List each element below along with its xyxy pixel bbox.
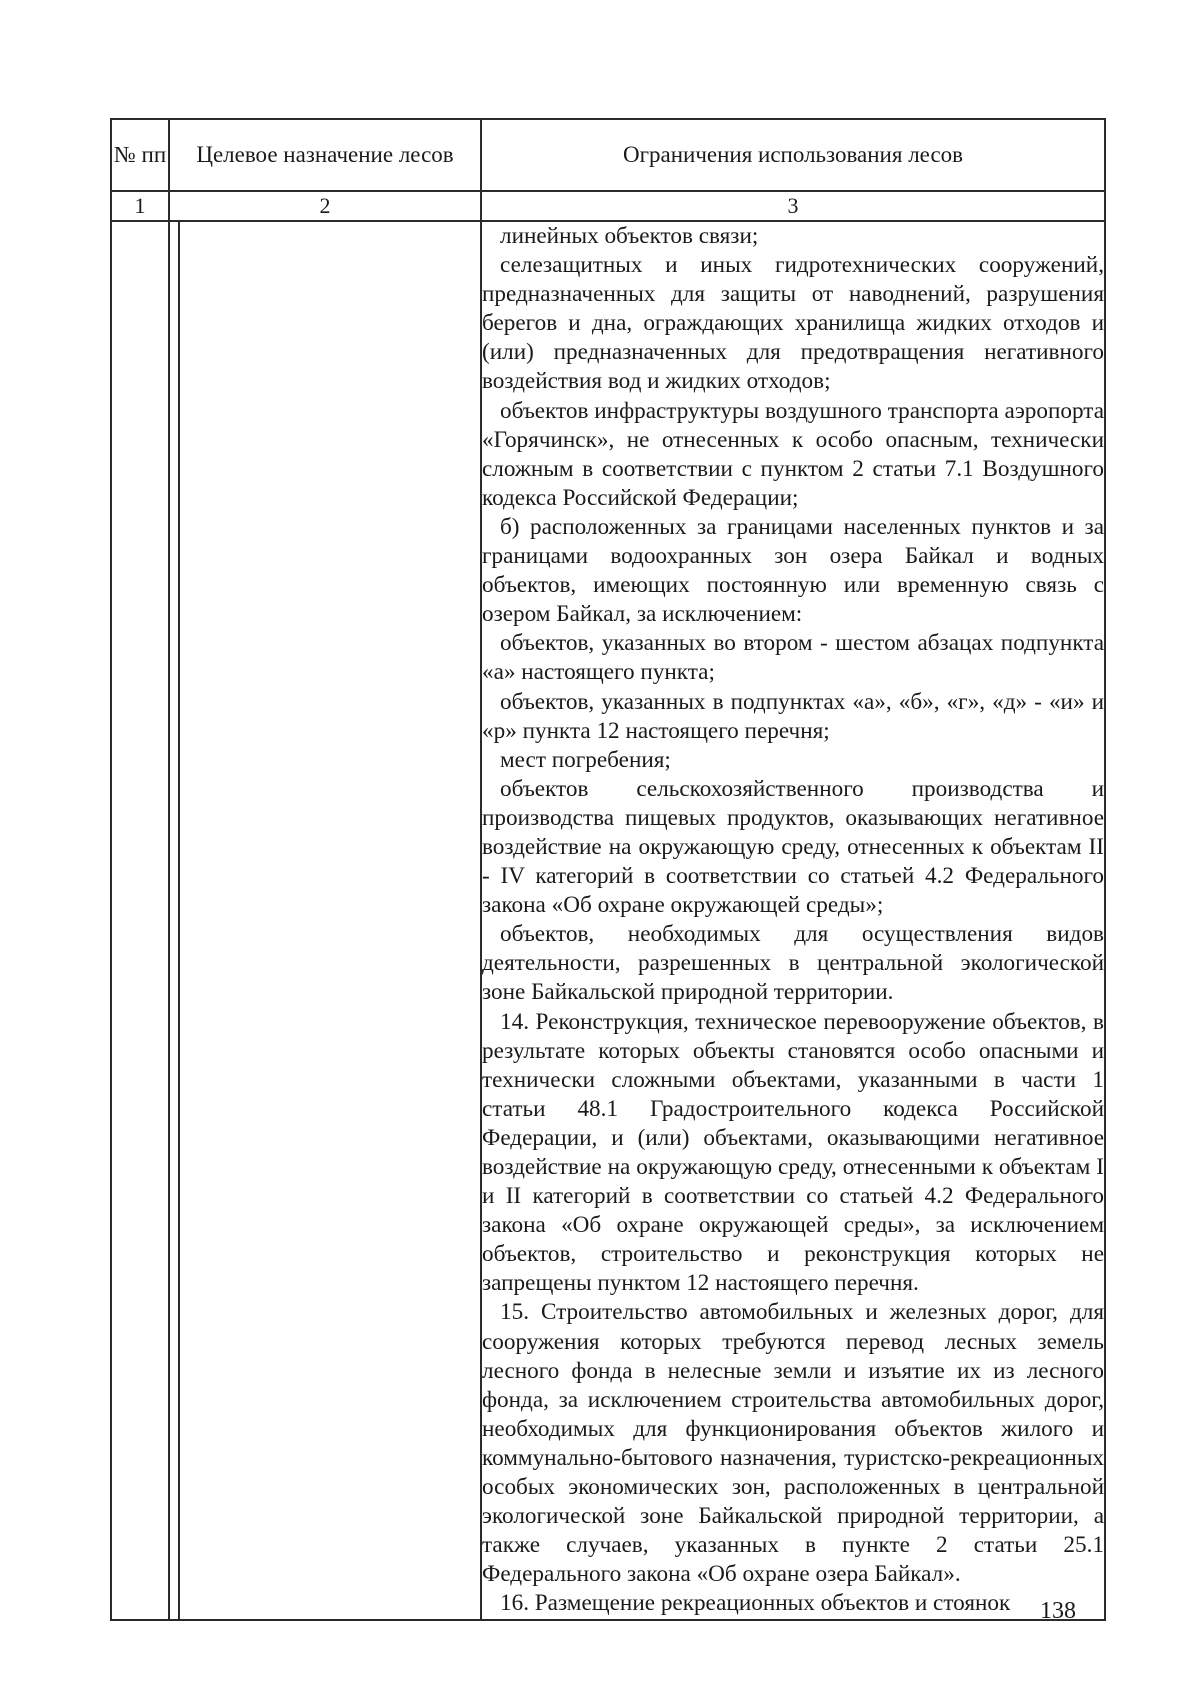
paragraph: линейных объектов связи; xyxy=(500,223,759,249)
column-number-3: 3 xyxy=(481,191,1105,221)
paragraph: объектов, указанных во втором - шестом абзацах подпункта «а» настоящего пункта; xyxy=(482,630,1104,686)
header-number: № пп xyxy=(111,119,169,191)
inner-vertical-rule xyxy=(178,222,180,1619)
paragraph: объектов инфраструктуры воздушного транспорта аэропорта «Горячинск», не отнесенных к особо опасным, технически сложным в соответствии с пунктом 2 статьи 7.1 Воздушного кодекса Российской Федерации; xyxy=(482,397,1104,511)
header-purpose: Целевое назначение лесов xyxy=(169,119,481,191)
cell-number xyxy=(111,221,169,1620)
table-body-row xyxy=(111,221,1105,1620)
paragraph: объектов, указанных в подпунктах «а», «б», «г», «д» - «и» и «р» пункта 12 настоящего перечня; xyxy=(482,688,1104,744)
paragraph: б) расположенных за границами населенных пунктов и за границами водоохранных зон озера Байкал и водных объектов, имеющих постоянную или временную связь с озером Байкал, за исключением: xyxy=(482,513,1104,628)
paragraph: объектов сельскохозяйственного производства и производства пищевых продуктов, оказывающих негативное воздействие на окружающую среду, отнесенных к объектам II - IV категорий в соответствии со статьей 4.2 Федерального закона «Об охране окружающей среды»; xyxy=(482,775,1104,919)
column-number-2: 2 xyxy=(169,191,481,221)
paragraph: мест погребения; xyxy=(500,746,671,773)
paragraph: 14. Реконструкция, техническое перевооружение объектов, в результате которых объекты становятся особо опасными и технически сложными объектами, указанными в части 1 статьи 48.1 Градостроительного кодекса Российской Федерации, и (или) объектами, оказывающими негативное воздействие на окружающую среду, отнесенными к объектам I и II категорий в соответствии со статьей 4.2 Федерального закона «Об охране окружающей среды», за исключением объектов, строительство и реконструкция которых не запрещены пунктом 12 настоящего перечня. xyxy=(482,1008,1104,1297)
column-number-row xyxy=(111,191,1105,221)
paragraph: объектов, необходимых для осуществления видов деятельности, разрешенных в центральной экологической зоне Байкальской природной территории. xyxy=(482,921,1104,1006)
paragraph: 15. Строительство автомобильных и железных дорог, для сооружения которых требуются перевод лесных земель лесного фонда в нелесные земли и изъятие их из лесного фонда, за исключением строительства автомобильных дорог, необходимых для функционирования объектов жилого и коммунально-бытового назначения, туристско-рекреационных особых экономических зон, расположенных в центральной экологической зоне Байкальской природной территории, а также случаев, указанных в пункте 2 статьи 25.1 Федерального закона «Об охране озера Байкал». xyxy=(482,1299,1104,1588)
paragraph: селезащитных и иных гидротехнических сооружений, предназначенных для защиты от наводнений, разрушения берегов и дна, ограждающих хранилища жидких отходов и (или) предназначенных для предотвращения негативного воздействия вод и жидких отходов; xyxy=(482,252,1104,395)
column-number-1: 1 xyxy=(111,191,169,221)
paragraph: 16. Размещение рекреационных объектов и стоянок xyxy=(500,1590,1011,1617)
cell-purpose xyxy=(169,221,481,1620)
cell-restrictions xyxy=(481,221,1105,1620)
header-restrictions: Ограничения использования лесов xyxy=(481,119,1105,191)
table-header-row xyxy=(111,119,1105,191)
restrictions-table xyxy=(110,118,1106,1621)
page-number: 138 xyxy=(1040,1598,1076,1624)
